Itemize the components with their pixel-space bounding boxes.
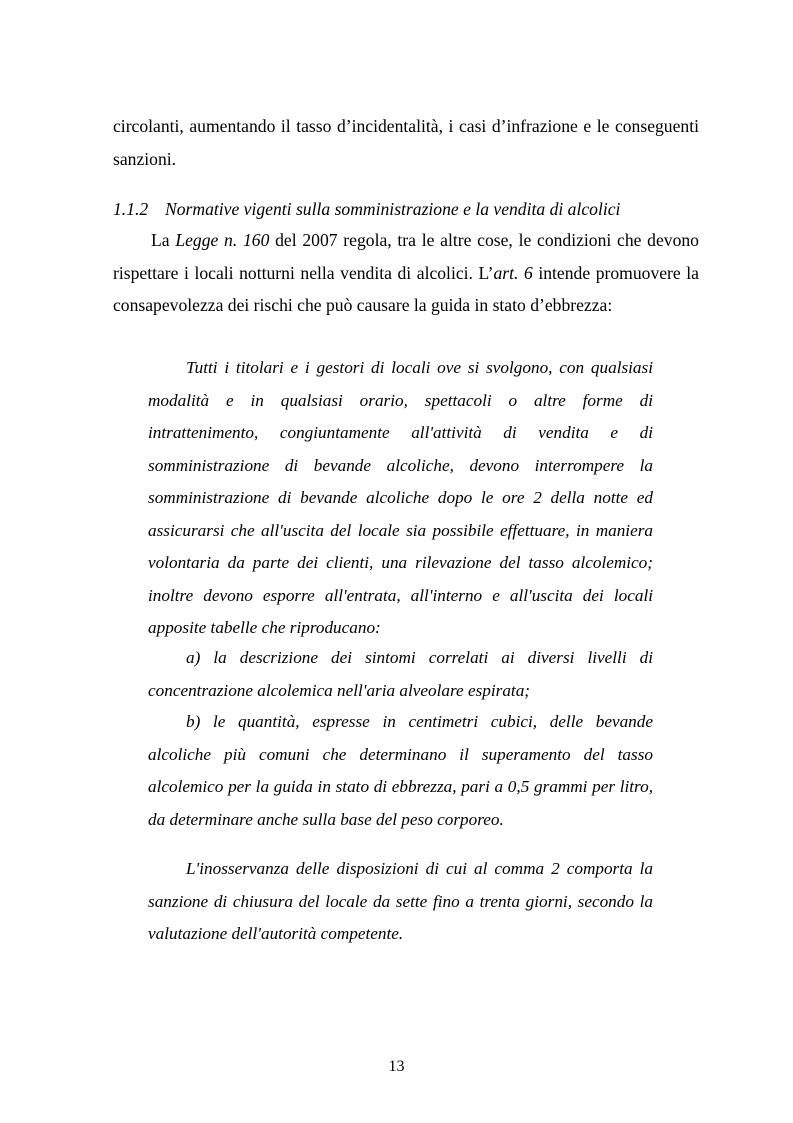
section-number: 1.1.2 — [113, 199, 149, 219]
section-title: Normative vigenti sulla somministrazione e la vendita di alcolici — [165, 199, 621, 219]
law-reference: Legge n. 160 — [175, 230, 270, 250]
quote-item-a: a) la descrizione dei sintomi correlati ai diversi livelli di concentrazione alcolemica nell'aria alveolare espirata; — [148, 648, 653, 700]
quote-main-paragraph: Tutti i titolari e i gestori di locali ove si svolgono, con qualsiasi modalità e in qualsiasi orario, spettacoli o altre forme di intrattenimento, congiuntamente all'attività di vendita e di somministrazione di bevande alcoliche, devono interrompere la somministrazione di bevande alcoliche dopo le ore 2 della notte ed assicurarsi che all'uscita del locale sia possibile effettuare, in maniera volontaria da parte dei clienti, una rilevazione del tasso alcolemico; inoltre devono esporre all'entrata, all'interno e all'uscita dei locali apposite tabelle che riproducano: — [148, 358, 653, 637]
section-heading — [113, 196, 703, 222]
quote-sanction-paragraph: L'inosservanza delle disposizioni di cui al comma 2 comporta la sanzione di chiusura del locale da sette fino a trenta giorni, secondo la valutazione dell'autorità competente. — [148, 859, 653, 943]
article-reference: art. 6 — [493, 262, 533, 283]
continuation-paragraph: circolanti, aumentando il tasso d’incidentalità, i casi d’infrazione e le conseguenti sanzioni. — [113, 116, 699, 169]
intro-paragraph: La Legge n. 160 del 2007 regola, tra le altre cose, le condizioni che devono rispettare i locali notturni nella vendita di alcolici. L’art. 6 intende promuovere la consapevolezza dei rischi che può causare la guida in stato d’ebbrezza: — [113, 230, 699, 315]
page-number: 13 — [388, 1058, 405, 1075]
quote-item-b: b) le quantità, espresse in centimetri cubici, delle bevande alcoliche più comuni che determinano il superamento del tasso alcolemico per la guida in stato di ebbrezza, pari a 0,5 grammi per litro, da determinare anche sulla base del peso corporeo. — [148, 712, 653, 829]
